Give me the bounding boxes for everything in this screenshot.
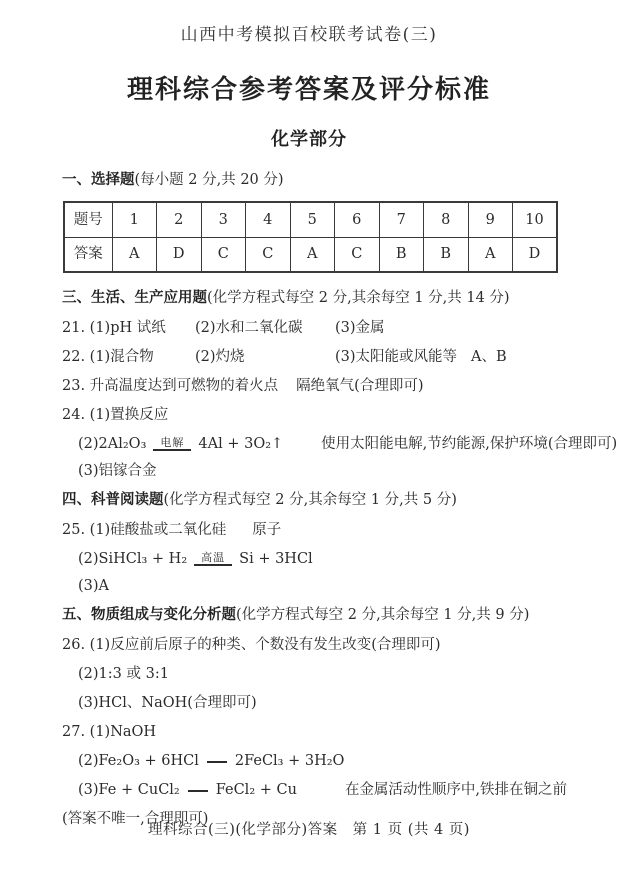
answer-line-25-1 bbox=[62, 521, 560, 539]
choice-answer-table bbox=[63, 201, 558, 273]
equation-27-3-rhs: FeCl₂ + Cu bbox=[215, 782, 297, 798]
exam-title: 山西中考模拟百校联考试卷(三) bbox=[180, 25, 438, 45]
answer-line-25-3: (3)A bbox=[78, 578, 110, 594]
section-choice-heading-rest: (每小题 2 分,共 20 分) bbox=[134, 172, 284, 188]
double-line-equals-icon bbox=[194, 564, 232, 567]
answer-22-part2: (2)灼烧 bbox=[195, 349, 245, 365]
answer-cell: C bbox=[201, 237, 246, 272]
equation-24-lhs: (2)2Al₂O₃ bbox=[78, 436, 147, 452]
equation-27-2-rhs: 2FeCl₃ + 3H₂O bbox=[234, 753, 345, 769]
section-reading-heading bbox=[62, 491, 560, 509]
double-line-equals-icon bbox=[153, 449, 191, 452]
answer-line-27-3 bbox=[62, 781, 568, 799]
answer-line-26-3: (3)HCl、NaOH(合理即可) bbox=[78, 695, 257, 711]
page-footer: 理科综合(三)(化学部分)答案 第 1 页 (共 4 页) bbox=[148, 822, 470, 838]
question-number-cell: 6 bbox=[335, 202, 380, 237]
equation-27-2-lhs: (2)Fe₂O₃ + 6HCl bbox=[78, 753, 199, 769]
double-line-equals-icon bbox=[188, 790, 208, 793]
double-line-equals-icon bbox=[207, 761, 227, 764]
section-life-heading-bold: 三、生活、生产应用题 bbox=[62, 290, 207, 306]
section-analysis-heading-bold: 五、物质组成与变化分析题 bbox=[62, 607, 236, 623]
answer-25-1-part1: 25. (1)硅酸盐或二氧化硅 bbox=[62, 522, 227, 538]
question-number-cell: 5 bbox=[290, 202, 335, 237]
answer-line-21 bbox=[62, 319, 560, 337]
question-number-cell: 4 bbox=[246, 202, 291, 237]
answer-line-26-1: 26. (1)反应前后原子的种类、个数没有发生改变(合理即可) bbox=[62, 637, 441, 653]
section-choice-heading-bold: 一、选择题 bbox=[62, 172, 135, 188]
document-body bbox=[0, 171, 618, 828]
section-reading-heading-rest: (化学方程式每空 2 分,其余每空 1 分,共 5 分) bbox=[163, 492, 457, 508]
answer-21-part1: 21. (1)pH 试纸 bbox=[62, 320, 166, 336]
subject-section-title: 化学部分 bbox=[271, 129, 347, 150]
answer-line-24-3: (3)铝镓合金 bbox=[78, 463, 157, 479]
question-number-cell: 2 bbox=[157, 202, 202, 237]
answer-cell: B bbox=[424, 237, 469, 272]
reaction-condition-label: 高温 bbox=[201, 550, 226, 564]
question-number-cell: 3 bbox=[201, 202, 246, 237]
answer-line-24-1: 24. (1)置换反应 bbox=[62, 407, 169, 423]
answer-cell: A bbox=[290, 237, 335, 272]
question-number-cell: 1 bbox=[112, 202, 157, 237]
answer-line-22 bbox=[62, 348, 560, 366]
reaction-condition-equals bbox=[194, 552, 232, 567]
answer-line-24-2 bbox=[62, 435, 618, 453]
equation-25-lhs: (2)SiHCl₃ + H₂ bbox=[78, 551, 188, 567]
answer-cell: C bbox=[246, 237, 291, 272]
reaction-condition-equals bbox=[153, 437, 191, 452]
answer-23-part2: 隔绝氧气(合理即可) bbox=[296, 378, 424, 394]
answer-line-27-note: (答案不唯一,合理即可) bbox=[62, 811, 209, 827]
answer-27-3-note: 在金属活动性顺序中,铁排在铜之前 bbox=[344, 782, 568, 798]
question-number-cell: 7 bbox=[379, 202, 424, 237]
answer-22-part3: (3)太阳能或风能等 bbox=[335, 349, 458, 365]
answer-cell: D bbox=[513, 237, 558, 272]
question-number-row bbox=[64, 202, 557, 237]
answer-22-part4: A、B bbox=[471, 349, 507, 365]
answer-23-part1: 23. 升高温度达到可燃物的着火点 bbox=[62, 378, 279, 394]
question-number-cell: 9 bbox=[468, 202, 513, 237]
answer-line-25-2 bbox=[62, 550, 560, 568]
section-analysis-heading-rest: (化学方程式每空 2 分,其余每空 1 分,共 9 分) bbox=[236, 607, 530, 623]
answer-row bbox=[64, 237, 557, 272]
section-life-heading-rest: (化学方程式每空 2 分,其余每空 1 分,共 14 分) bbox=[207, 290, 510, 306]
answer-cell: C bbox=[335, 237, 380, 272]
answer-cell: B bbox=[379, 237, 424, 272]
answer-24-2-note: 使用太阳能电解,节约能源,保护环境(合理即可) bbox=[321, 436, 618, 452]
answer-21-part3: (3)金属 bbox=[335, 320, 385, 336]
answer-cell: D bbox=[157, 237, 202, 272]
answer-line-27-2 bbox=[62, 752, 560, 770]
equation-24-rhs: 4Al + 3O₂↑ bbox=[198, 436, 284, 452]
answer-line-26-2: (2)1:3 或 3:1 bbox=[78, 666, 169, 682]
answer-line-23 bbox=[62, 377, 560, 395]
section-reading-heading-bold: 四、科普阅读题 bbox=[62, 492, 164, 508]
question-number-cell: 10 bbox=[513, 202, 558, 237]
question-number-row-label: 题号 bbox=[64, 202, 112, 237]
answer-key-title: 理科综合参考答案及评分标准 bbox=[126, 75, 491, 105]
section-life-heading bbox=[62, 289, 560, 307]
section-analysis-heading bbox=[62, 606, 560, 624]
answer-25-1-part2: 原子 bbox=[252, 522, 282, 538]
question-number-cell: 8 bbox=[424, 202, 469, 237]
answer-21-part2: (2)水和二氧化碳 bbox=[195, 320, 303, 336]
answer-cell: A bbox=[468, 237, 513, 272]
answer-cell: A bbox=[112, 237, 157, 272]
answer-line-27-1: 27. (1)NaOH bbox=[62, 724, 157, 740]
section-choice-heading bbox=[62, 171, 560, 189]
equation-25-rhs: Si + 3HCl bbox=[239, 551, 313, 567]
answer-22-part1: 22. (1)混合物 bbox=[62, 349, 154, 365]
reaction-condition-label: 电解 bbox=[160, 435, 185, 449]
equation-27-3-lhs: (3)Fe + CuCl₂ bbox=[78, 782, 180, 798]
answer-row-label: 答案 bbox=[64, 237, 112, 272]
